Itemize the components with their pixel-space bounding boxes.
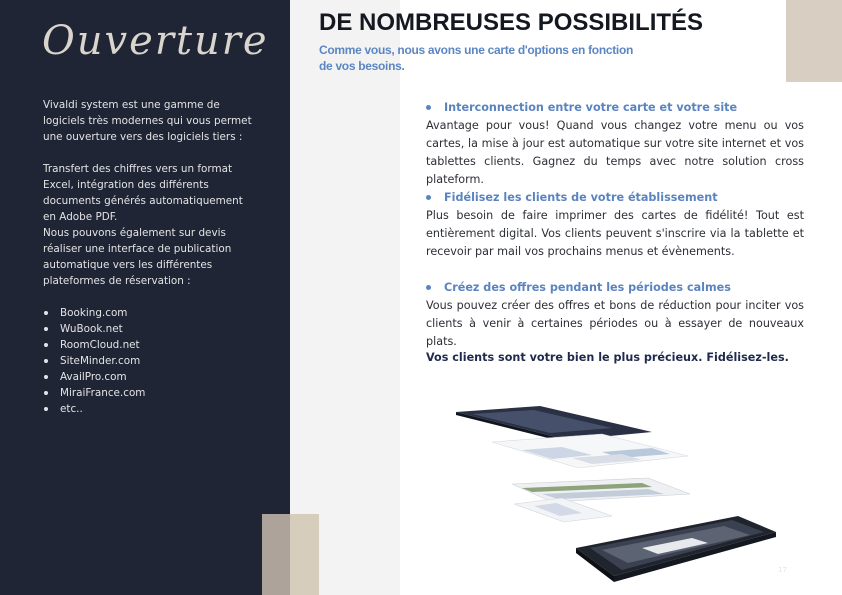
- grey-band: [290, 0, 400, 595]
- page-number: 17: [778, 566, 787, 574]
- list-item: etc..: [43, 401, 145, 417]
- sidebar-title: Ouverture: [42, 18, 269, 64]
- page-title: DE NOMBREUSES POSSIBILITÉS: [319, 9, 704, 36]
- platform-list: [43, 305, 145, 417]
- list-item: MiraiFrance.com: [43, 385, 145, 401]
- list-item: Booking.com: [43, 305, 145, 321]
- software-screenshots-illustration: [452, 398, 782, 593]
- feature-section: [426, 279, 804, 351]
- list-item: AvailPro.com: [43, 369, 145, 385]
- sidebar-paragraph: Transfert des chiffres vers un format Excel, intégration des différents documents générés automatiquement en Adobe PDF.: [43, 163, 243, 223]
- closing-statement: Vos clients sont votre bien le plus précieux. Fidélisez-les.: [426, 351, 789, 364]
- decorative-beige-block-bottom: [290, 514, 319, 595]
- list-item: WuBook.net: [43, 321, 145, 337]
- decorative-beige-block-top: [786, 0, 842, 82]
- feature-heading: Créez des offres pendant les périodes calmes: [444, 281, 731, 294]
- sidebar-panel: [0, 0, 290, 595]
- feature-body: Vous pouvez créer des offres et bons de réduction pour inciter vos clients à venir à certaines périodes ou à essayer de nouveaux plats.: [426, 299, 804, 348]
- bullet-icon: [426, 105, 431, 110]
- feature-heading: Fidélisez les clients de votre établissement: [444, 191, 718, 204]
- bullet-icon: [426, 285, 431, 290]
- feature-section: [426, 189, 804, 261]
- feature-body: Avantage pour vous! Quand vous changez votre menu ou vos cartes, la mise à jour est automatique sur votre site internet et vos tablettes clients. Gagnez du temps avec notre solution cross plateform.: [426, 119, 804, 186]
- list-item: SiteMinder.com: [43, 353, 145, 369]
- bullet-icon: [426, 195, 431, 200]
- feature-heading: Interconnection entre votre carte et votre site: [444, 101, 738, 114]
- feature-body: Plus besoin de faire imprimer des cartes de fidélité! Tout est entièrement digital. Vos clients peuvent s'inscrire via la tablette et recevoir par mail vos prochains menus et évènements.: [426, 209, 804, 258]
- page-subtitle: Comme vous, nous avons une carte d'options en fonction de vos besoins.: [319, 43, 634, 73]
- feature-section: [426, 99, 804, 189]
- sidebar-paragraph: Nous pouvons également sur devis réaliser une interface de publication automatique vers les différentes plateformes de réservation :: [43, 227, 232, 287]
- sidebar-paragraph: Vivaldi system est une gamme de logiciels très modernes qui vous permet une ouverture vers des logiciels tiers :: [43, 99, 252, 143]
- list-item: RoomCloud.net: [43, 337, 145, 353]
- decorative-taupe-block: [262, 514, 290, 595]
